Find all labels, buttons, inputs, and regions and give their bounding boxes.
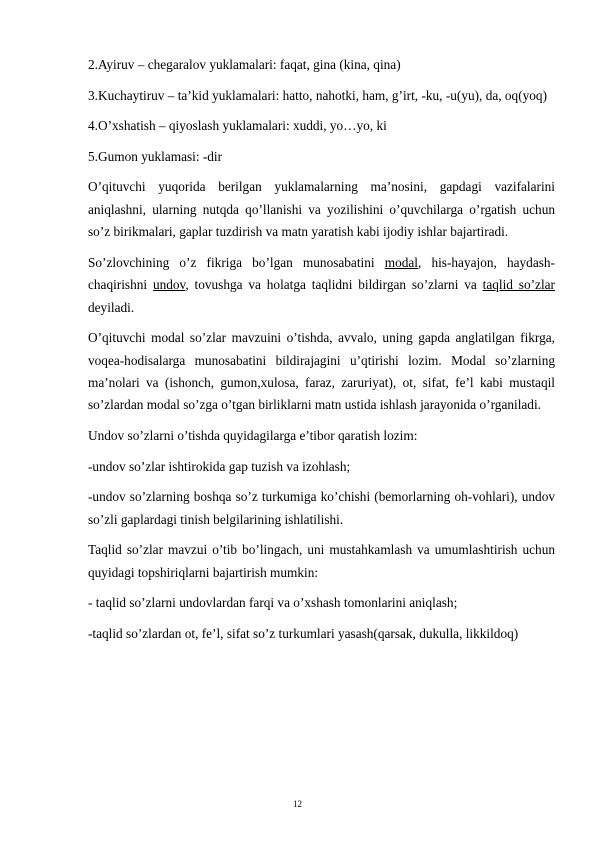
paragraph-undov-item-1: -undov so’zlar ishtirokida gap tuzish va izohlash; xyxy=(88,458,351,474)
definitions-text-a: So’zlovchining o’z fikriga bo’lgan munosabatini xyxy=(88,254,385,270)
paragraph-undov-item-2: -undov so’zlarning boshqa so’z turkumiga ko’chishi (bemorlarning oh-vohlari), undov so’zli gaplardagi tinish belgilarining ishlatilishi. xyxy=(88,489,555,527)
paragraph-teacher-yuklamalar: O’qituvchi yuqorida berilgan yuklamalarning ma’nosini, gapdagi vazifalarini aniqlashni, ularning nutqda qo’llanishi va yozilishini o’quvchilarga o’rgatish uchun so’z birikmalari, gaplar tuzdirish va matn yaratish kabi ijodiy ishlar bajartiradi. xyxy=(88,179,555,240)
paragraph-taqlid-item-1: - taqlid so’zlarni undovlardan farqi va o’xshash tomonlarini aniqlash; xyxy=(88,595,458,611)
definitions-text-c: , tovushga va holatga taqlidni bildirgan so’zlarni va xyxy=(185,277,483,293)
paragraph-definitions xyxy=(88,252,555,319)
paragraph-ayiruv: 2.Ayiruv – chegaralov yuklamalari: faqat, gina (kina, qina) xyxy=(88,57,401,72)
definitions-text-d: deyiladi. xyxy=(88,299,135,315)
undov-link[interactable]: undov xyxy=(152,277,186,293)
page-number: 12 xyxy=(293,799,302,809)
paragraph-modal-sozlar: O’qituvchi modal so’zlar mavzuini o’tishda, avvalo, uning gapda anglatilgan fikrga, voqea-hodisalarga munosabatini bildirajagini u’qtirishi lozim. Modal so’zlarning ma’nolari va (ishonch, gumon,xulosa, faraz, zaruriyat), ot, sifat, fe’l kabi mustaqil so’zlardan modal so’zga o’tgan birliklarni matn ustida ishlash jarayonida o’rganiladi. xyxy=(88,330,555,413)
paragraph-gumon: 5.Gumon yuklamasi: -dir xyxy=(88,148,223,164)
paragraph-kuchaytiruv: 3.Kuchaytiruv – ta’kid yuklamalari: hatto, nahotki, ham, g’irt, -ku, -u(yu), da, oq(yoq) xyxy=(88,87,547,103)
document-page xyxy=(88,54,555,653)
taqlid-link[interactable]: taqlid so’zlar xyxy=(482,277,555,293)
paragraph-undov-intro: Undov so’zlarni o’tishda quyidagilarga e’tibor qaratish lozim: xyxy=(88,428,418,443)
definitions-text-b: , his-hayajon, haydash-chaqirishni xyxy=(88,254,555,293)
paragraph-taqlid-item-2: -taqlid so’zlardan ot, fe’l, sifat so’z turkumlari yasash(qarsak, dukulla, likkildoq) xyxy=(88,625,519,641)
modal-link[interactable]: modal xyxy=(384,254,418,270)
paragraph-taqlid-intro: Taqlid so’zlar mavzui o’tib bo’lingach, uni mustahkamlash va umumlashtirish uchun quyidagi topshiriqlarni bajartirish mumkin: xyxy=(88,542,555,580)
paragraph-oxshatish: 4.O’xshatish – qiyoslash yuklamalari: xuddi, yo…yo, ki xyxy=(88,118,387,134)
